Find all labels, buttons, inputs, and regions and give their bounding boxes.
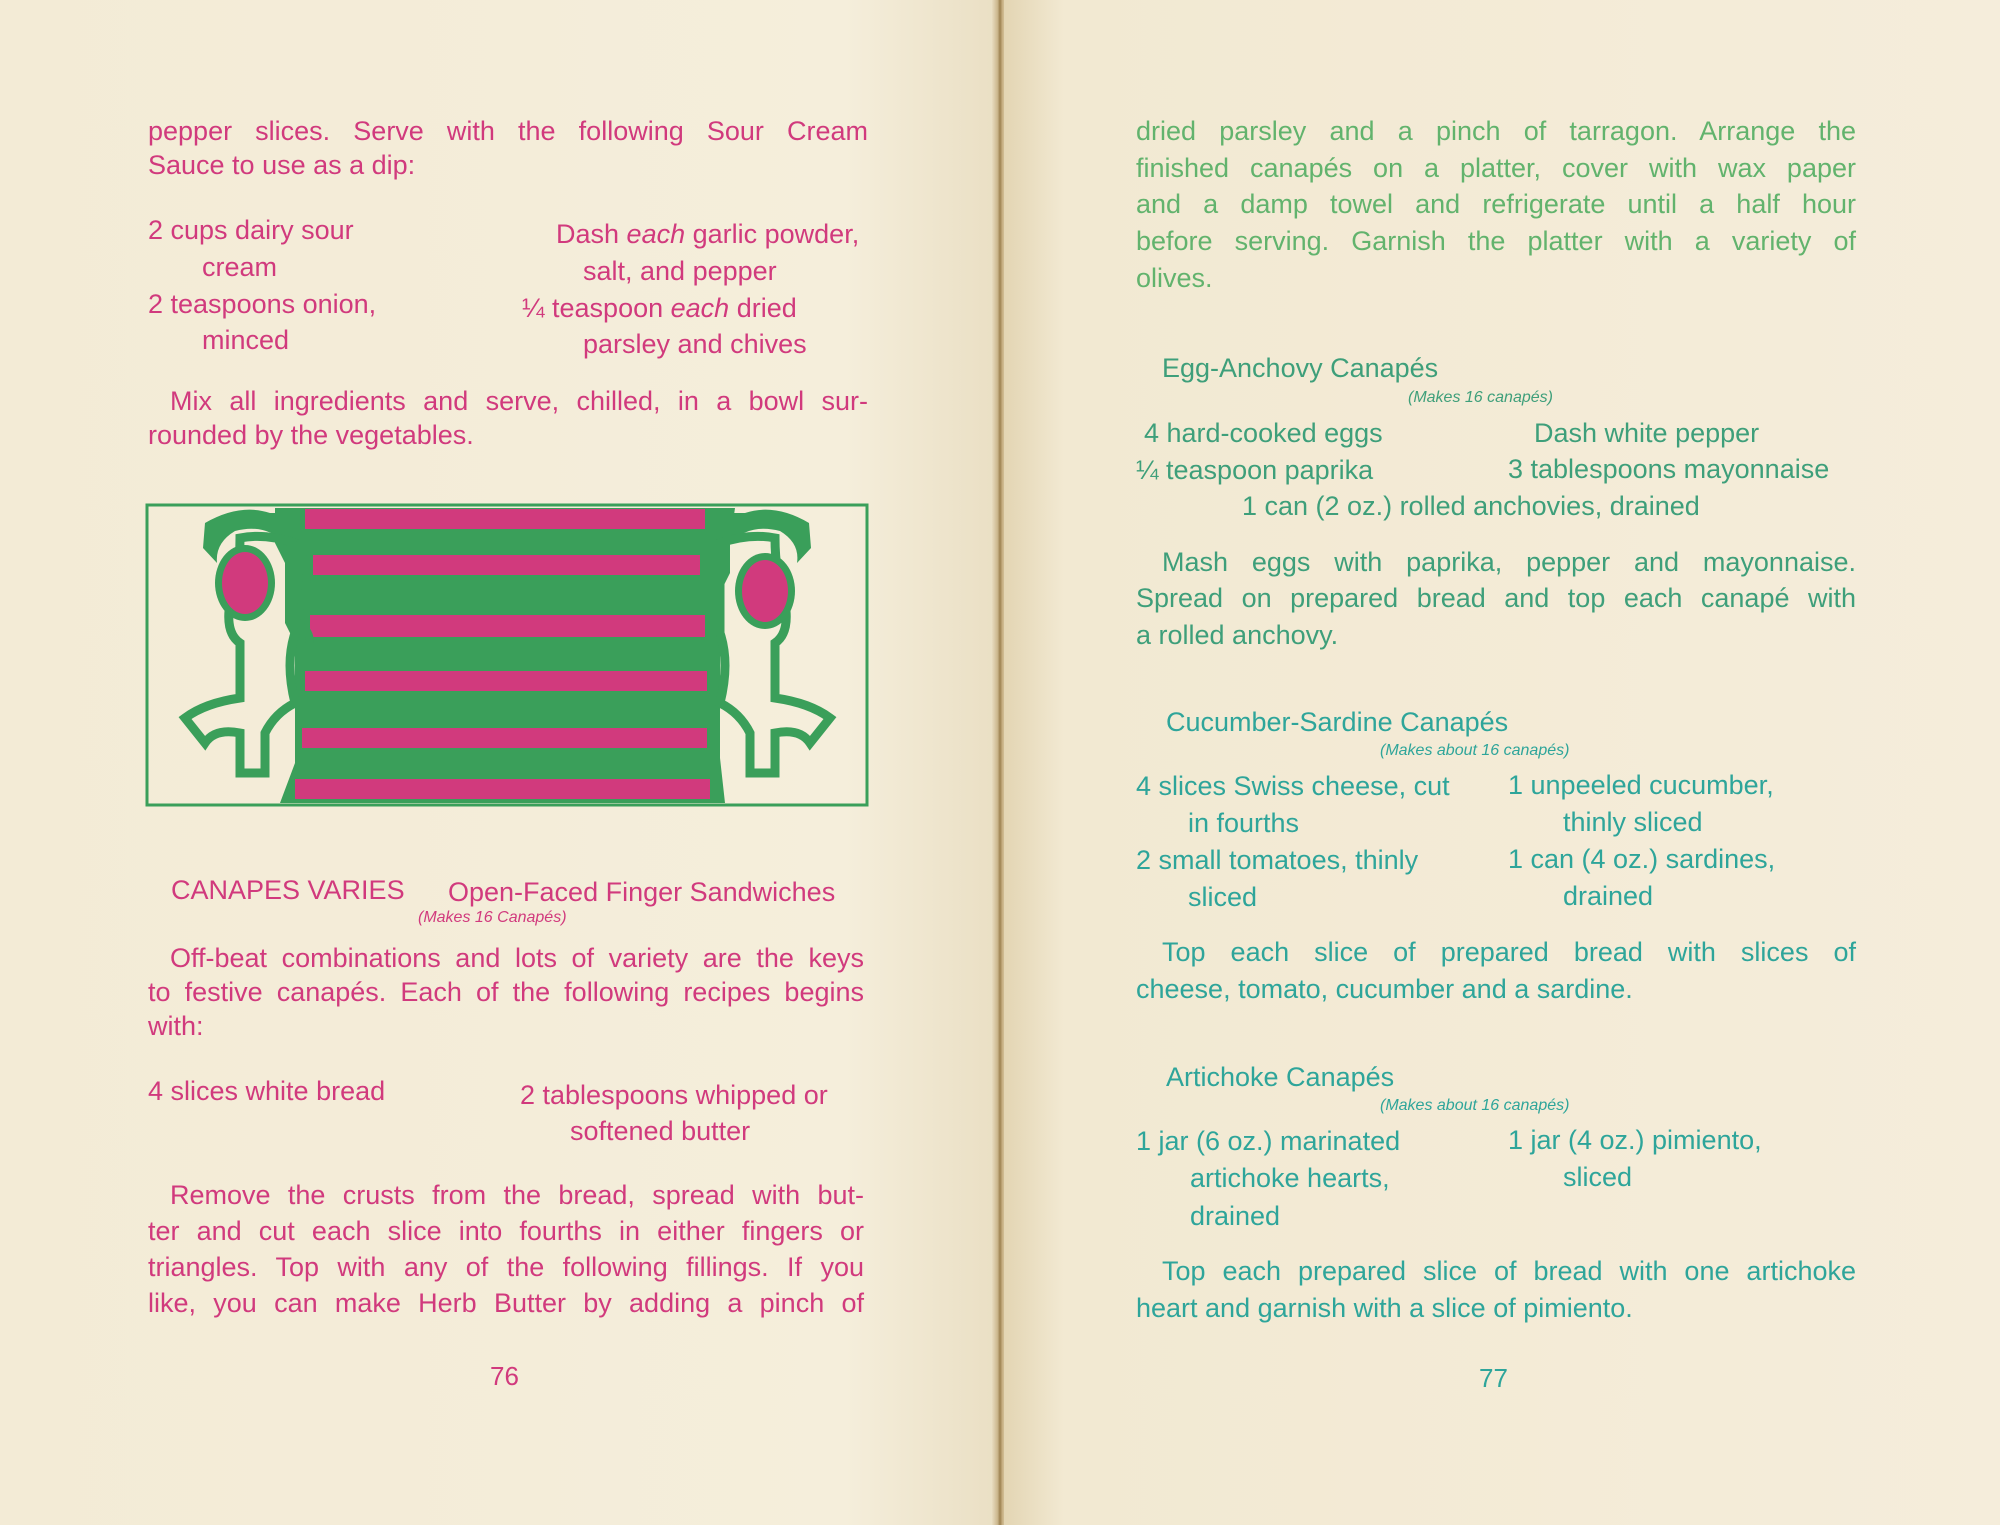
page-number-left: 76 xyxy=(490,1361,519,1391)
egg-ingredient-eggs: 4 hard-cooked eggs xyxy=(1144,418,1383,448)
remove-line-1: Remove the crusts from the bread, spread with but- xyxy=(170,1180,864,1210)
cucumber-ingredient-cucumber: 1 unpeeled cucumber, xyxy=(1508,770,1774,800)
dash-text: Dash xyxy=(556,219,627,249)
cucumber-sardine-title: Cucumber-Sardine Canapés xyxy=(1166,707,1509,737)
ingredient-dash-garlic xyxy=(556,216,859,252)
cucumber-directions-1: Top each slice of prepared bread with slices of xyxy=(1162,937,1856,967)
offbeat-line-1: Off-beat combinations and lots of variety are the keys xyxy=(170,943,864,973)
cucumber-ingredient-sardines: 1 can (4 oz.) sardines, xyxy=(1508,844,1776,874)
egg-directions-3: a rolled anchovy. xyxy=(1136,620,1339,650)
remove-line-3: triangles. Top with any of the following fillings. If you xyxy=(148,1252,864,1282)
two-faces-striped-table-illustration xyxy=(145,503,869,807)
ingredient-sour-cream-cont: cream xyxy=(202,252,278,282)
artichoke-ingredient-pimiento: 1 jar (4 oz.) pimiento, xyxy=(1508,1125,1762,1155)
intro-line-1: pepper slices. Serve with the following Sour Cream xyxy=(148,116,868,146)
each-emphasis-2: each xyxy=(670,293,730,323)
right-intro-line-5: olives. xyxy=(1136,263,1213,293)
ingredient-quarter-teaspoon xyxy=(522,290,797,326)
ingredient-butter-cont: softened butter xyxy=(570,1116,751,1146)
cucumber-ingredient-cheese: 4 slices Swiss cheese, cut xyxy=(1136,771,1450,801)
egg-directions-1: Mash eggs with paprika, pepper and mayonnaise. xyxy=(1162,547,1856,577)
ingredient-sour-cream: 2 cups dairy sour xyxy=(148,215,354,245)
mix-line-1: Mix all ingredients and serve, chilled, in a bowl sur- xyxy=(170,386,868,416)
dried-text: dried xyxy=(729,293,797,323)
egg-ingredient-pepper: Dash white pepper xyxy=(1534,418,1760,448)
ingredient-parsley-chives: parsley and chives xyxy=(583,329,807,359)
garlic-text: garlic powder, xyxy=(685,219,860,249)
cucumber-ingredient-tomatoes-cont: sliced xyxy=(1188,882,1258,912)
egg-ingredient-anchovies: 1 can (2 oz.) rolled anchovies, drained xyxy=(1242,491,1700,521)
ingredient-butter: 2 tablespoons whipped or xyxy=(520,1080,828,1110)
ingredient-onion: 2 teaspoons onion, xyxy=(148,289,377,319)
artichoke-ingredient-hearts: 1 jar (6 oz.) marinated xyxy=(1136,1126,1401,1156)
egg-directions-2: Spread on prepared bread and top each canapé with xyxy=(1136,583,1856,613)
left-page xyxy=(0,0,996,1525)
egg-anchovy-title: Egg-Anchovy Canapés xyxy=(1162,353,1439,383)
intro-line-2: Sauce to use as a dip: xyxy=(148,150,416,180)
artichoke-title: Artichoke Canapés xyxy=(1166,1062,1395,1092)
ingredient-onion-cont: minced xyxy=(202,325,290,355)
egg-ingredient-paprika: ¼ teaspoon paprika xyxy=(1136,455,1374,485)
cucumber-ingredient-cheese-cont: in fourths xyxy=(1188,808,1300,838)
artichoke-ingredient-pimiento-cont: sliced xyxy=(1563,1162,1633,1192)
artichoke-yield: (Makes about 16 canapés) xyxy=(1380,1097,1570,1114)
artichoke-ingredient-drained: drained xyxy=(1190,1201,1281,1231)
ingredient-white-bread: 4 slices white bread xyxy=(148,1076,386,1106)
cucumber-ingredient-tomatoes: 2 small tomatoes, thinly xyxy=(1136,845,1419,875)
remove-line-4: like, you can make Herb Butter by adding a pinch of xyxy=(148,1288,864,1318)
right-intro-line-3: and a damp towel and refrigerate until a half hour xyxy=(1136,189,1856,219)
right-intro-line-4: before serving. Garnish the platter with a variety of xyxy=(1136,226,1856,256)
ingredient-salt-pepper: salt, and pepper xyxy=(583,256,777,286)
mix-line-2: rounded by the vegetables. xyxy=(148,420,474,450)
cucumber-directions-2: cheese, tomato, cucumber and a sardine. xyxy=(1136,974,1633,1004)
egg-anchovy-yield: (Makes 16 canapés) xyxy=(1408,389,1553,406)
quarter-text: ¼ teaspoon xyxy=(522,293,671,323)
cucumber-ingredient-cucumber-cont: thinly sliced xyxy=(1563,807,1703,837)
cucumber-sardine-yield: (Makes about 16 canapés) xyxy=(1380,742,1570,759)
canapes-heading: CANAPES VARIES xyxy=(171,875,405,905)
canapes-yield: (Makes 16 Canapés) xyxy=(418,909,567,926)
each-emphasis: each xyxy=(626,219,686,249)
cucumber-ingredient-sardines-cont: drained xyxy=(1563,881,1654,911)
right-page xyxy=(1004,0,2000,1525)
right-intro-line-1: dried parsley and a pinch of tarragon. Arrange the xyxy=(1136,116,1856,146)
artichoke-directions-2: heart and garnish with a slice of pimiento. xyxy=(1136,1293,1633,1323)
remove-line-2: ter and cut each slice into fourths in either fingers or xyxy=(148,1216,864,1246)
page-number-right: 77 xyxy=(1479,1363,1508,1393)
offbeat-line-2: to festive canapés. Each of the following recipes begins xyxy=(148,977,864,1007)
right-intro-line-2: finished canapés on a platter, cover with wax paper xyxy=(1136,153,1856,183)
offbeat-line-3: with: xyxy=(148,1011,204,1041)
canapes-subheading: Open-Faced Finger Sandwiches xyxy=(448,877,836,907)
egg-ingredient-mayonnaise: 3 tablespoons mayonnaise xyxy=(1508,454,1830,484)
artichoke-ingredient-hearts-cont: artichoke hearts, xyxy=(1190,1163,1390,1193)
artichoke-directions-1: Top each prepared slice of bread with one artichoke xyxy=(1162,1256,1856,1286)
